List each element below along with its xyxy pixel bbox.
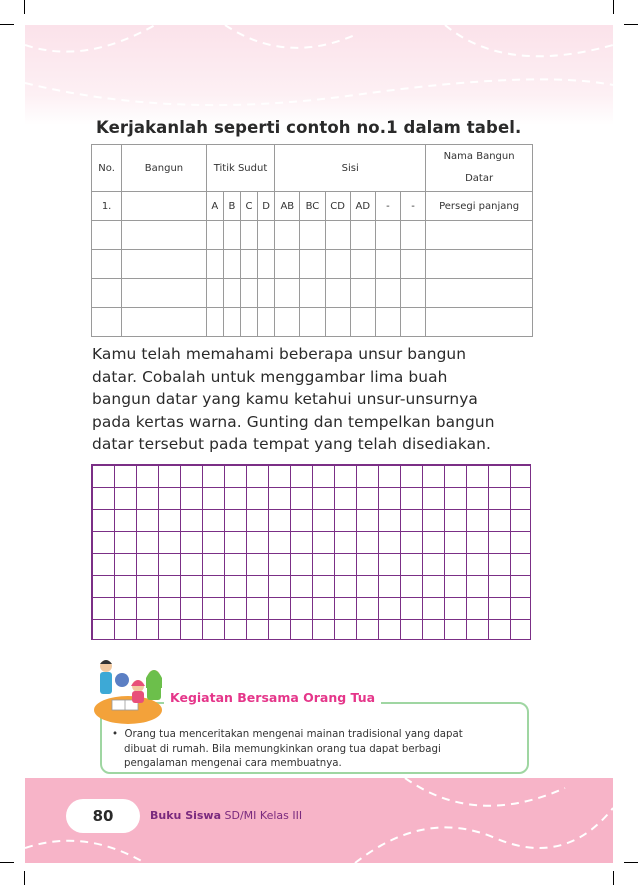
empty-cell[interactable] [275, 250, 300, 279]
empty-cell[interactable] [258, 250, 275, 279]
empty-cell[interactable] [300, 221, 325, 250]
empty-cell[interactable] [325, 308, 350, 337]
crop-mark-top-right-v [613, 0, 614, 14]
empty-cell[interactable] [275, 308, 300, 337]
empty-cell[interactable] [223, 308, 240, 337]
empty-cell[interactable] [350, 250, 375, 279]
paragraph-line: datar. Cobalah untuk menggambar lima buah [92, 367, 448, 386]
activity-line: pengalaman mengenai cara membuatnya. [124, 758, 342, 769]
paragraph-line: pada kertas warna. Gunting dan tempelkan bangun [92, 412, 495, 431]
crop-mark-bottom-right-v [613, 871, 614, 885]
cell-nama: Persegi panjang [426, 192, 533, 221]
empty-cell[interactable] [206, 250, 223, 279]
empty-cell[interactable] [206, 221, 223, 250]
empty-cell[interactable] [206, 308, 223, 337]
crop-mark-top-left-v [24, 0, 25, 14]
header-no: No. [92, 145, 122, 192]
cell-titik: B [223, 192, 240, 221]
table-row [92, 192, 533, 221]
crop-mark-top-right-h [624, 24, 638, 25]
cell-sisi: - [375, 192, 400, 221]
empty-cell[interactable] [275, 279, 300, 308]
empty-cell[interactable] [375, 221, 400, 250]
bullet-icon: • [112, 729, 119, 740]
cell-sisi: CD [325, 192, 350, 221]
empty-cell[interactable] [275, 221, 300, 250]
page-number: 80 [66, 799, 140, 833]
crop-mark-top-left-h [0, 24, 14, 25]
empty-cell[interactable] [300, 279, 325, 308]
empty-cell[interactable] [300, 308, 325, 337]
empty-cell[interactable] [92, 221, 122, 250]
shape-elements-table [91, 144, 533, 337]
crop-mark-bottom-left-v [24, 871, 25, 885]
empty-cell[interactable] [240, 250, 257, 279]
crop-mark-bottom-right-h [624, 862, 638, 863]
empty-cell[interactable] [300, 250, 325, 279]
empty-cell[interactable] [122, 279, 207, 308]
header-nama-line1: Nama Bangun [443, 151, 515, 162]
table-row [92, 221, 533, 250]
book-title [150, 809, 302, 822]
activity-line: dibuat di rumah. Bila memungkinkan orang tua dapat berbagi [124, 743, 441, 755]
empty-cell[interactable] [240, 279, 257, 308]
paragraph-line: datar tersebut pada tempat yang telah disediakan. [92, 435, 492, 454]
empty-cell[interactable] [426, 250, 533, 279]
empty-cell[interactable] [401, 279, 426, 308]
empty-cell[interactable] [325, 250, 350, 279]
parent-child-reading-illustration [92, 654, 167, 726]
cell-sisi: BC [300, 192, 325, 221]
empty-cell[interactable] [240, 308, 257, 337]
empty-cell[interactable] [258, 308, 275, 337]
empty-cell[interactable] [350, 279, 375, 308]
empty-cell[interactable] [401, 221, 426, 250]
empty-cell[interactable] [223, 250, 240, 279]
header-dashed-curves [25, 25, 613, 125]
empty-cell[interactable] [92, 279, 122, 308]
empty-cell[interactable] [375, 308, 400, 337]
cell-titik: D [258, 192, 275, 221]
crop-mark-bottom-left-h [0, 862, 14, 863]
header-titik-sudut: Titik Sudut [206, 145, 274, 192]
instruction-heading: Kerjakanlah seperti contoh no.1 dalam tabel. [96, 118, 522, 137]
cell-sisi: - [401, 192, 426, 221]
instruction-paragraph [92, 343, 542, 456]
empty-cell[interactable] [122, 221, 207, 250]
activity-text [112, 728, 522, 772]
table-row [92, 250, 533, 279]
header-band [25, 25, 613, 125]
empty-cell[interactable] [223, 279, 240, 308]
empty-cell[interactable] [92, 308, 122, 337]
empty-cell[interactable] [401, 308, 426, 337]
header-nama-line2: Datar [465, 173, 494, 184]
table-header-row [92, 145, 533, 192]
paragraph-line: Kamu telah memahami beberapa unsur bangun [92, 345, 467, 363]
empty-cell[interactable] [122, 308, 207, 337]
cell-titik: A [206, 192, 223, 221]
empty-cell[interactable] [426, 279, 533, 308]
empty-cell[interactable] [122, 250, 207, 279]
table-row [92, 279, 533, 308]
header-sisi: Sisi [275, 145, 426, 192]
empty-cell[interactable] [258, 221, 275, 250]
header-bangun: Bangun [122, 145, 207, 192]
table-row [92, 308, 533, 337]
book-title-rest: SD/MI Kelas III [221, 809, 303, 822]
empty-cell[interactable] [401, 250, 426, 279]
cell-sisi: AB [275, 192, 300, 221]
empty-cell[interactable] [223, 221, 240, 250]
header-nama-bangun [426, 145, 533, 192]
activity-line [112, 728, 522, 743]
empty-cell[interactable] [350, 308, 375, 337]
empty-cell[interactable] [350, 221, 375, 250]
empty-cell[interactable] [375, 279, 400, 308]
cell-no: 1. [92, 192, 122, 221]
book-title-bold: Buku Siswa [150, 809, 222, 822]
empty-cell[interactable] [325, 221, 350, 250]
empty-cell[interactable] [375, 250, 400, 279]
activity-title: Kegiatan Bersama Orang Tua [164, 690, 381, 705]
empty-cell[interactable] [426, 308, 533, 337]
cell-titik: C [240, 192, 257, 221]
cell-bangun [122, 192, 207, 221]
paragraph-line: bangun datar yang kamu ketahui unsur-unsurnya [92, 390, 478, 409]
empty-cell[interactable] [325, 279, 350, 308]
empty-cell[interactable] [206, 279, 223, 308]
cell-sisi: AD [350, 192, 375, 221]
drawing-grid-area[interactable] [91, 464, 531, 640]
empty-cell[interactable] [426, 221, 533, 250]
activity-line-text: Orang tua menceritakan mengenai mainan tradisional yang dapat [124, 729, 463, 740]
empty-cell[interactable] [92, 250, 122, 279]
empty-cell[interactable] [240, 221, 257, 250]
empty-cell[interactable] [258, 279, 275, 308]
